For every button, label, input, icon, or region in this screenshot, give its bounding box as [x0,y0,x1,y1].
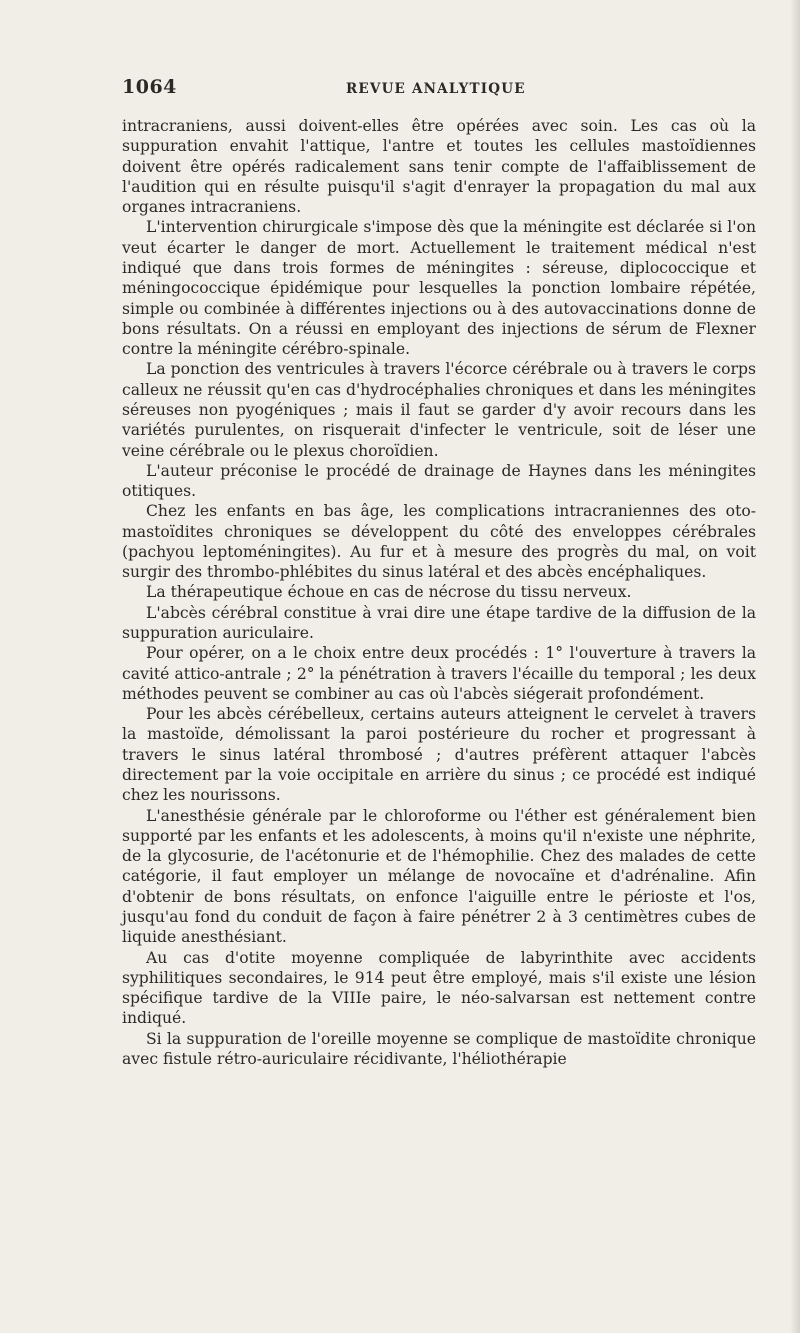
paragraph: intracraniens, aussi doivent-elles être opérées avec soin. Les cas où la suppuration envahit l'attique, l'antre et toutes les cellules mastoïdiennes doivent être opérés radicalement sans tenir compte de l'affaiblissement de l'audition qui en résulte puisqu'il s'agit d'enrayer la propagation du mal aux organes intracraniens. [122,117,756,217]
paragraph: Pour les abcès cérébelleux, certains auteurs atteignent le cervelet à travers la mastoïde, démolissant la paroi postérieure du rocher et progressant à travers le sinus latéral thrombosé ; d'autres préfèrent attaquer l'abcès directement par la voie occipitale en arrière du sinus ; ce procédé est indiqué chez les nourissons. [122,705,756,805]
paragraph: Si la suppuration de l'oreille moyenne se complique de mastoïdite chronique avec fistule rétro-auriculaire récidivante, l'héliothérapie [122,1029,756,1068]
paragraph: L'intervention chirurgicale s'impose dès que la méningite est déclarée si l'on veut écarter le danger de mort. Actuellement le traitement médical n'est indiqué que dans trois formes de méningites : séreuse, diplococcique et méningococcique épidémique pour lesquelles la ponction lombaire répétée, simple ou combinée à différentes injections ou à des autovaccinations donne de bons résultats. On a réussi en employant des injections de sérum de Flexner contre la méningite cérébro-spinale. [122,218,756,359]
paragraph: La ponction des ventricules à travers l'écorce cérébrale ou à travers le corps calleux ne réussit qu'en cas d'hydrocéphalies chroniques et dans les méningites séreuses non pyogéniques ; mais il faut se garder d'y avoir recours dans les variétés purulentes, on risquerait d'infecter le ventricule, soit de léser une veine cérébrale ou le plexus choroïdien. [122,360,756,460]
running-title: REVUE ANALYTIQUE [346,81,526,97]
body-text [122,116,756,1069]
paragraph: Chez les enfants en bas âge, les complications intracraniennes des oto-mastoïdites chroniques se développent du côté des enveloppes cérébrales (pachyou leptoméningites). Au fur et à mesure des progrès du mal, on voit surgir des thrombo-phlébites du sinus latéral et des abcès encéphaliques. [122,502,756,582]
page-header [122,76,756,102]
paragraph: L'auteur préconise le procédé de drainage de Haynes dans les méningites otitiques. [122,461,756,501]
paragraph: Au cas d'otite moyenne compliquée de labyrinthite avec accidents syphilitiques secondaires, le 914 peut être employé, mais s'il existe une lésion spécifique tardive de la VIIIe paire, le néo-salvarsan est nettement contre indiqué. [122,948,756,1028]
paragraph: L'abcès cérébral constitue à vrai dire une étape tardive de la diffusion de la suppuration auriculaire. [122,603,756,643]
paragraph: La thérapeutique échoue en cas de nécrose du tissu nerveux. [146,583,632,602]
paragraph: L'anesthésie générale par le chloroforme ou l'éther est généralement bien supporté par les enfants et les adolescents, à moins qu'il n'existe une néphrite, de la glycosurie, de l'acétonurie et de l'hémophilie. Chez des malades de cette catégorie, il faut employer un mélange de novocaïne et d'adrénaline. Afin d'obtenir de bons résultats, on enfonce l'aiguille entre le périoste et l'os, jusqu'au fond du conduit de façon à faire pénétrer 2 à 3 centimètres cubes de liquide anesthésiant. [122,806,756,947]
page-number: 1064 [122,76,177,98]
page-edge-shadow [790,0,800,1333]
paragraph: Pour opérer, on a le choix entre deux procédés : 1° l'ouverture à travers la cavité attico-antrale ; 2° la pénétration à travers l'écaille du temporal ; les deux méthodes peuvent se combiner au cas où l'abcès siégerait profondément. [122,644,756,703]
